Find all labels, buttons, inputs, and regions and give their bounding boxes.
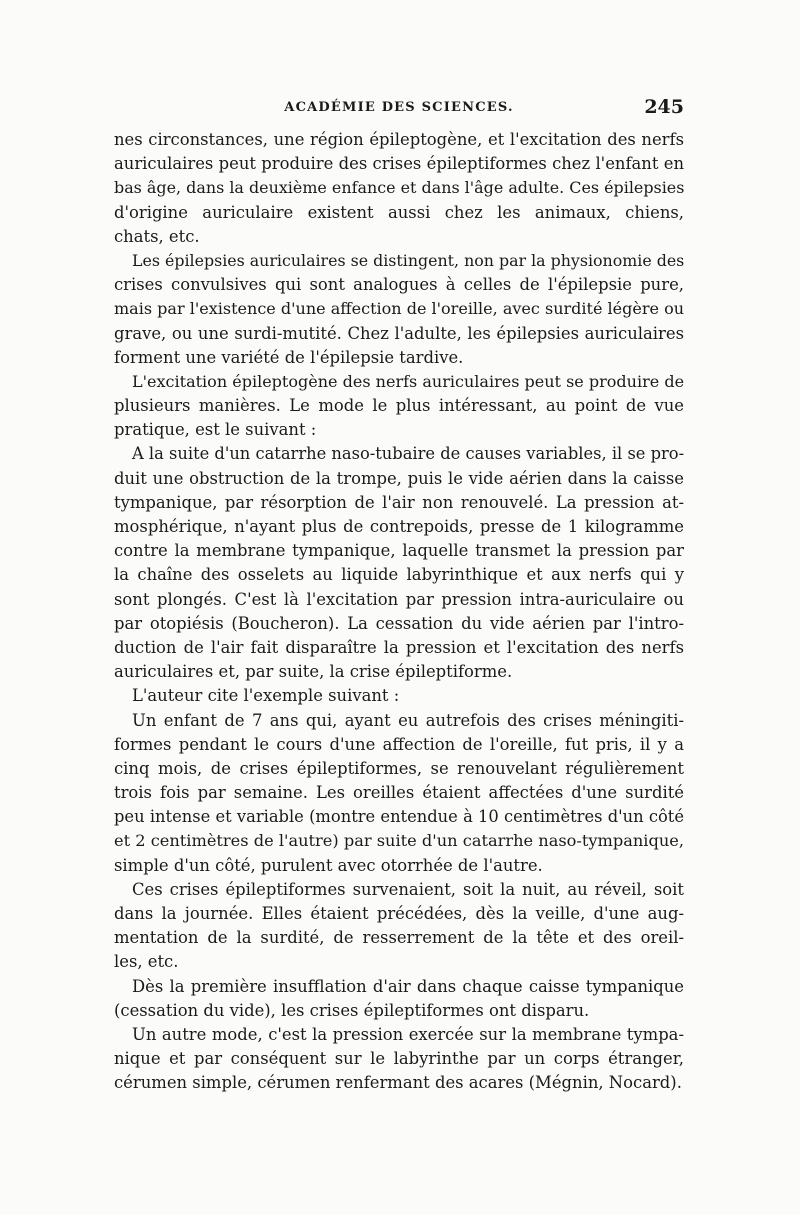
text-line: peu intense et variable (montre entendue à 10 centimètres d'un côté bbox=[114, 807, 684, 827]
text-line: nique et par conséquent sur le labyrinthe par un corps étranger, bbox=[114, 1049, 684, 1069]
page-header bbox=[114, 96, 684, 126]
text-line: L'auteur cite l'exemple suivant : bbox=[132, 686, 400, 706]
text-line: par otopiésis (Boucheron). La cessation du vide aérien par l'intro- bbox=[114, 613, 684, 633]
paragraph bbox=[114, 975, 684, 1023]
paragraph bbox=[114, 249, 684, 370]
text-line: Dès la première insufflation d'air dans chaque caisse tympanique bbox=[132, 976, 684, 996]
text-line: les, etc. bbox=[114, 952, 179, 972]
paragraph bbox=[114, 1023, 684, 1096]
text-line: (cessation du vide), les crises épileptiformes ont disparu. bbox=[114, 1000, 590, 1020]
paragraph bbox=[114, 684, 684, 708]
text-line: grave, ou une surdi-mutité. Chez l'adulte, les épilepsies auriculaires bbox=[114, 323, 684, 343]
paragraph bbox=[114, 709, 684, 878]
paragraph bbox=[114, 442, 684, 684]
text-line: forment une variété de l'épilepsie tardive. bbox=[114, 347, 464, 367]
text-line: simple d'un côté, purulent avec otorrhée de l'autre. bbox=[114, 855, 543, 875]
text-line: A la suite d'un catarrhe naso-tubaire de causes variables, il se pro- bbox=[132, 444, 684, 464]
text-line: mentation de la surdité, de resserrement de la tête et des oreil- bbox=[114, 928, 684, 948]
text-line: tympanique, par résorption de l'air non renouvelé. La pression at- bbox=[114, 492, 684, 512]
text-line: Un enfant de 7 ans qui, ayant eu autrefois des crises méningiti- bbox=[132, 710, 684, 730]
text-line: d'origine auriculaire existent aussi chez les animaux, chiens, bbox=[114, 202, 684, 222]
text-line: et 2 centimètres de l'autre) par suite d'un catarrhe naso-tympanique, bbox=[114, 831, 684, 851]
paragraph bbox=[114, 370, 684, 443]
text-line: duit une obstruction de la trompe, puis le vide aérien dans la caisse bbox=[114, 468, 684, 488]
running-title: ACADÉMIE DES SCIENCES. bbox=[284, 100, 514, 115]
text-line: Un autre mode, c'est la pression exercée sur la membrane tympa- bbox=[132, 1024, 684, 1044]
text-line: nes circonstances, une région épileptogène, et l'excitation des nerfs bbox=[114, 130, 684, 149]
text-line: Ces crises épileptiformes survenaient, soit la nuit, au réveil, soit bbox=[132, 879, 684, 899]
text-line: Les épilepsies auriculaires se distingent, non par la physionomie des bbox=[132, 250, 684, 270]
text-line: cérumen simple, cérumen renfermant des acares (Mégnin, Nocard). bbox=[114, 1073, 682, 1093]
text-line: bas âge, dans la deuxième enfance et dans l'âge adulte. Ces épilepsies bbox=[114, 178, 684, 198]
text-line: trois fois par semaine. Les oreilles étaient affectées d'une surdité bbox=[114, 783, 684, 803]
text-line: mosphérique, n'ayant plus de contrepoids, presse de 1 kilogramme bbox=[114, 517, 684, 536]
text-line: contre la membrane tympanique, laquelle transmet la pression par bbox=[114, 541, 684, 561]
text-line: mais par l'existence d'une affection de l'oreille, avec surdité légère ou bbox=[114, 299, 684, 319]
text-line: cinq mois, de crises épileptiformes, se renouvelant régulièrement bbox=[114, 758, 684, 778]
text-line: plusieurs manières. Le mode le plus intéressant, au point de vue bbox=[114, 396, 684, 416]
paragraph bbox=[114, 878, 684, 975]
text-line: pratique, est le suivant : bbox=[114, 420, 317, 440]
text-line: sont plongés. C'est là l'excitation par pression intra-auriculaire ou bbox=[114, 589, 684, 609]
text-line: dans la journée. Elles étaient précédées, dès la veille, d'une aug- bbox=[114, 904, 684, 923]
page-number: 245 bbox=[644, 96, 684, 118]
text-line: la chaîne des osselets au liquide labyrinthique et aux nerfs qui y bbox=[114, 565, 684, 585]
text-line: formes pendant le cours d'une affection de l'oreille, fut pris, il y a bbox=[114, 734, 684, 754]
body-text bbox=[114, 128, 684, 1096]
text-line: chats, etc. bbox=[114, 226, 200, 246]
text-line: auriculaires peut produire des crises épileptiformes chez l'enfant en bbox=[114, 154, 684, 174]
text-line: auriculaires et, par suite, la crise épileptiforme. bbox=[114, 662, 513, 682]
text-line: duction de l'air fait disparaître la pression et l'excitation des nerfs bbox=[114, 637, 684, 657]
text-line: crises convulsives qui sont analogues à celles de l'épilepsie pure, bbox=[114, 275, 684, 295]
text-line: L'excitation épileptogène des nerfs auriculaires peut se produire de bbox=[132, 371, 684, 391]
paragraph bbox=[114, 128, 684, 249]
